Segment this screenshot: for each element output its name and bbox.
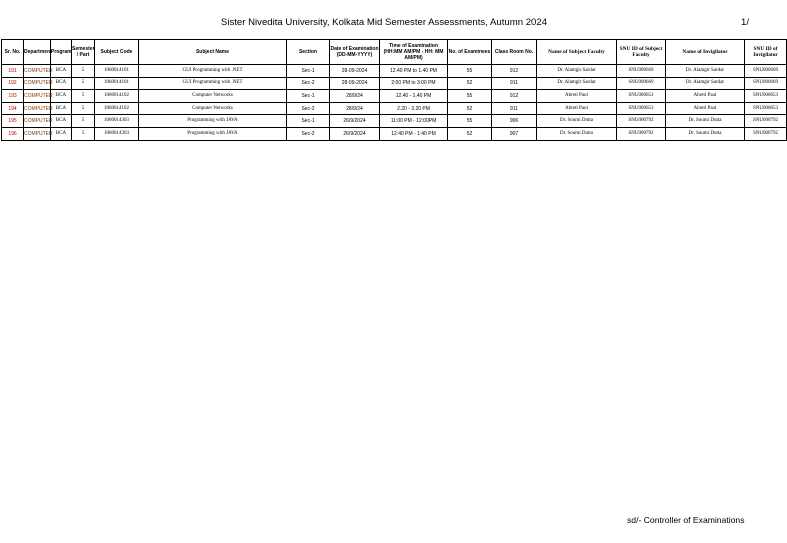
cell-invigilator-id: SNU000669 — [745, 65, 787, 78]
cell-subject-code: 1060014101 — [95, 77, 139, 90]
col-header-subject-code: Subject Code — [95, 40, 139, 65]
cell-examinees: 55 — [448, 90, 492, 103]
exam-schedule-table — [1, 39, 787, 141]
cell-department: COMPUTER — [24, 102, 51, 115]
col-header-date: Date of Examination (DD-MM-YYYY) — [330, 40, 380, 65]
table-row — [2, 77, 787, 90]
cell-faculty-name: Dr. Alamgir Sardar — [537, 77, 617, 90]
cell-invigilator-name: Dr. Alamgir Sardar — [666, 77, 745, 90]
cell-semester: 5 — [72, 65, 95, 78]
table-header-row — [2, 40, 787, 65]
cell-program: BCA — [51, 127, 72, 140]
cell-subject-code: 1060014102 — [95, 102, 139, 115]
cell-section: Sec-2 — [287, 77, 330, 90]
col-header-examinees: No. of Examinees — [448, 40, 492, 65]
cell-time: 12.40 - 1.40 PM — [380, 90, 448, 103]
cell-section: Sec-1 — [287, 90, 330, 103]
cell-examinees: 52 — [448, 77, 492, 90]
cell-section: Sec-1 — [287, 65, 330, 78]
cell-subject-name: Computer Networks — [139, 102, 287, 115]
table-row — [2, 115, 787, 128]
cell-section: Sec-1 — [287, 115, 330, 128]
cell-examinees: 55 — [448, 115, 492, 128]
cell-semester: 5 — [72, 102, 95, 115]
cell-date: 28/9/24 — [330, 90, 380, 103]
cell-faculty-name: Abreti Paul — [537, 102, 617, 115]
cell-section: Sec-2 — [287, 102, 330, 115]
col-header-semester: Semester / Part — [72, 40, 95, 65]
cell-invigilator-name: Abreti Paul — [666, 102, 745, 115]
col-header-faculty-id: SNU ID of Subject Faculty — [617, 40, 666, 65]
cell-date: 26/9/2024 — [330, 115, 380, 128]
cell-invigilator-id: SNU000792 — [745, 115, 787, 128]
col-header-faculty-name: Name of Subject Faculty — [537, 40, 617, 65]
cell-invigilator-id: SNU000792 — [745, 127, 787, 140]
cell-faculty-id: SNU000669 — [617, 65, 666, 78]
cell-subject-code: 1060014101 — [95, 65, 139, 78]
cell-date: 26/9/2024 — [330, 127, 380, 140]
cell-date: 28-09-2024 — [330, 77, 380, 90]
cell-room: 911 — [492, 77, 537, 90]
cell-room: 912 — [492, 90, 537, 103]
cell-program: BCA — [51, 102, 72, 115]
col-header-invigilator-id: SNU ID of Invigilator — [745, 40, 787, 65]
cell-room: 912 — [492, 65, 537, 78]
cell-program: BCA — [51, 77, 72, 90]
cell-invigilator-name: Abreti Paul — [666, 90, 745, 103]
col-header-department: Department — [24, 40, 51, 65]
cell-examinees: 55 — [448, 65, 492, 78]
cell-department: COMPUTER — [24, 127, 51, 140]
cell-semester: 5 — [72, 127, 95, 140]
cell-date: 28-09-2024 — [330, 65, 380, 78]
cell-faculty-name: Dr. Soumi Dutta — [537, 127, 617, 140]
cell-examinees: 52 — [448, 102, 492, 115]
cell-department: COMPUTER — [24, 115, 51, 128]
cell-room: 907 — [492, 127, 537, 140]
cell-faculty-id: SNU000653 — [617, 102, 666, 115]
cell-date: 28/9/24 — [330, 102, 380, 115]
cell-room: 911 — [492, 102, 537, 115]
cell-faculty-name: Dr. Soumi Dutta — [537, 115, 617, 128]
controller-signature: sd/- Controller of Examinations — [627, 515, 745, 525]
cell-program: BCA — [51, 90, 72, 103]
cell-sr-no: 192 — [2, 77, 24, 90]
cell-subject-name: Computer Networks — [139, 90, 287, 103]
cell-invigilator-id: SNU000653 — [745, 102, 787, 115]
col-header-subject-name: Subject Name — [139, 40, 287, 65]
cell-semester: 5 — [72, 90, 95, 103]
col-header-invigilator-name: Name of Invigilator — [666, 40, 745, 65]
col-header-room: Class Room No. — [492, 40, 537, 65]
cell-time: 2.20 - 3.20 PM — [380, 102, 448, 115]
table-row — [2, 102, 787, 115]
cell-section: Sec-2 — [287, 127, 330, 140]
cell-sr-no: 193 — [2, 90, 24, 103]
cell-invigilator-id: SNU000669 — [745, 77, 787, 90]
cell-sr-no: 194 — [2, 102, 24, 115]
cell-sr-no: 195 — [2, 115, 24, 128]
cell-subject-code: 1060014303 — [95, 115, 139, 128]
cell-department: COMPUTER — [24, 90, 51, 103]
cell-semester: 5 — [72, 77, 95, 90]
cell-room: 906 — [492, 115, 537, 128]
cell-invigilator-name: Dr. Soumi Dutta — [666, 115, 745, 128]
cell-examinees: 52 — [448, 127, 492, 140]
cell-subject-name: Programming with JAVA — [139, 115, 287, 128]
cell-semester: 5 — [72, 115, 95, 128]
page-number: 1/ — [741, 17, 750, 28]
cell-time: 12.40 PM to 1.40 PM — [380, 65, 448, 78]
cell-time: 11:00 PM - 12:00PM — [380, 115, 448, 128]
col-header-section: Section — [287, 40, 330, 65]
cell-invigilator-name: Dr. Alamgir Sardar — [666, 65, 745, 78]
cell-subject-code: 1060014303 — [95, 127, 139, 140]
cell-sr-no: 196 — [2, 127, 24, 140]
cell-department: COMPUTER — [24, 77, 51, 90]
cell-subject-name: GUI Programming with .NET — [139, 65, 287, 78]
cell-faculty-id: SNU000792 — [617, 115, 666, 128]
cell-subject-name: GUI Programming with .NET — [139, 77, 287, 90]
cell-faculty-id: SNU000792 — [617, 127, 666, 140]
cell-invigilator-id: SNU000653 — [745, 90, 787, 103]
table-row — [2, 65, 787, 78]
cell-subject-name: Programming with JAVA — [139, 127, 287, 140]
cell-time: 2:00 PM to 3:00 PM — [380, 77, 448, 90]
cell-sr-no: 191 — [2, 65, 24, 78]
cell-time: 12:40 PM - 1:40 PM — [380, 127, 448, 140]
cell-faculty-name: Dr. Alamgir Sardar — [537, 65, 617, 78]
table-row — [2, 90, 787, 103]
cell-invigilator-name: Dr. Soumi Dutta — [666, 127, 745, 140]
table-row — [2, 127, 787, 140]
cell-faculty-id: SNU000653 — [617, 90, 666, 103]
cell-subject-code: 1060014102 — [95, 90, 139, 103]
col-header-sr-no: Sr. No. — [2, 40, 24, 65]
cell-program: BCA — [51, 115, 72, 128]
cell-program: BCA — [51, 65, 72, 78]
col-header-time: Time of Examination (HH:MM AM/PM - HH: MM AM/PM) — [380, 40, 448, 65]
col-header-program: Program — [51, 40, 72, 65]
document-title: Sister Nivedita University, Kolkata Mid Semester Assessments, Autumn 2024 — [220, 17, 548, 28]
cell-faculty-id: SNU000669 — [617, 77, 666, 90]
cell-department: COMPUTER — [24, 65, 51, 78]
cell-faculty-name: Abreti Paul — [537, 90, 617, 103]
